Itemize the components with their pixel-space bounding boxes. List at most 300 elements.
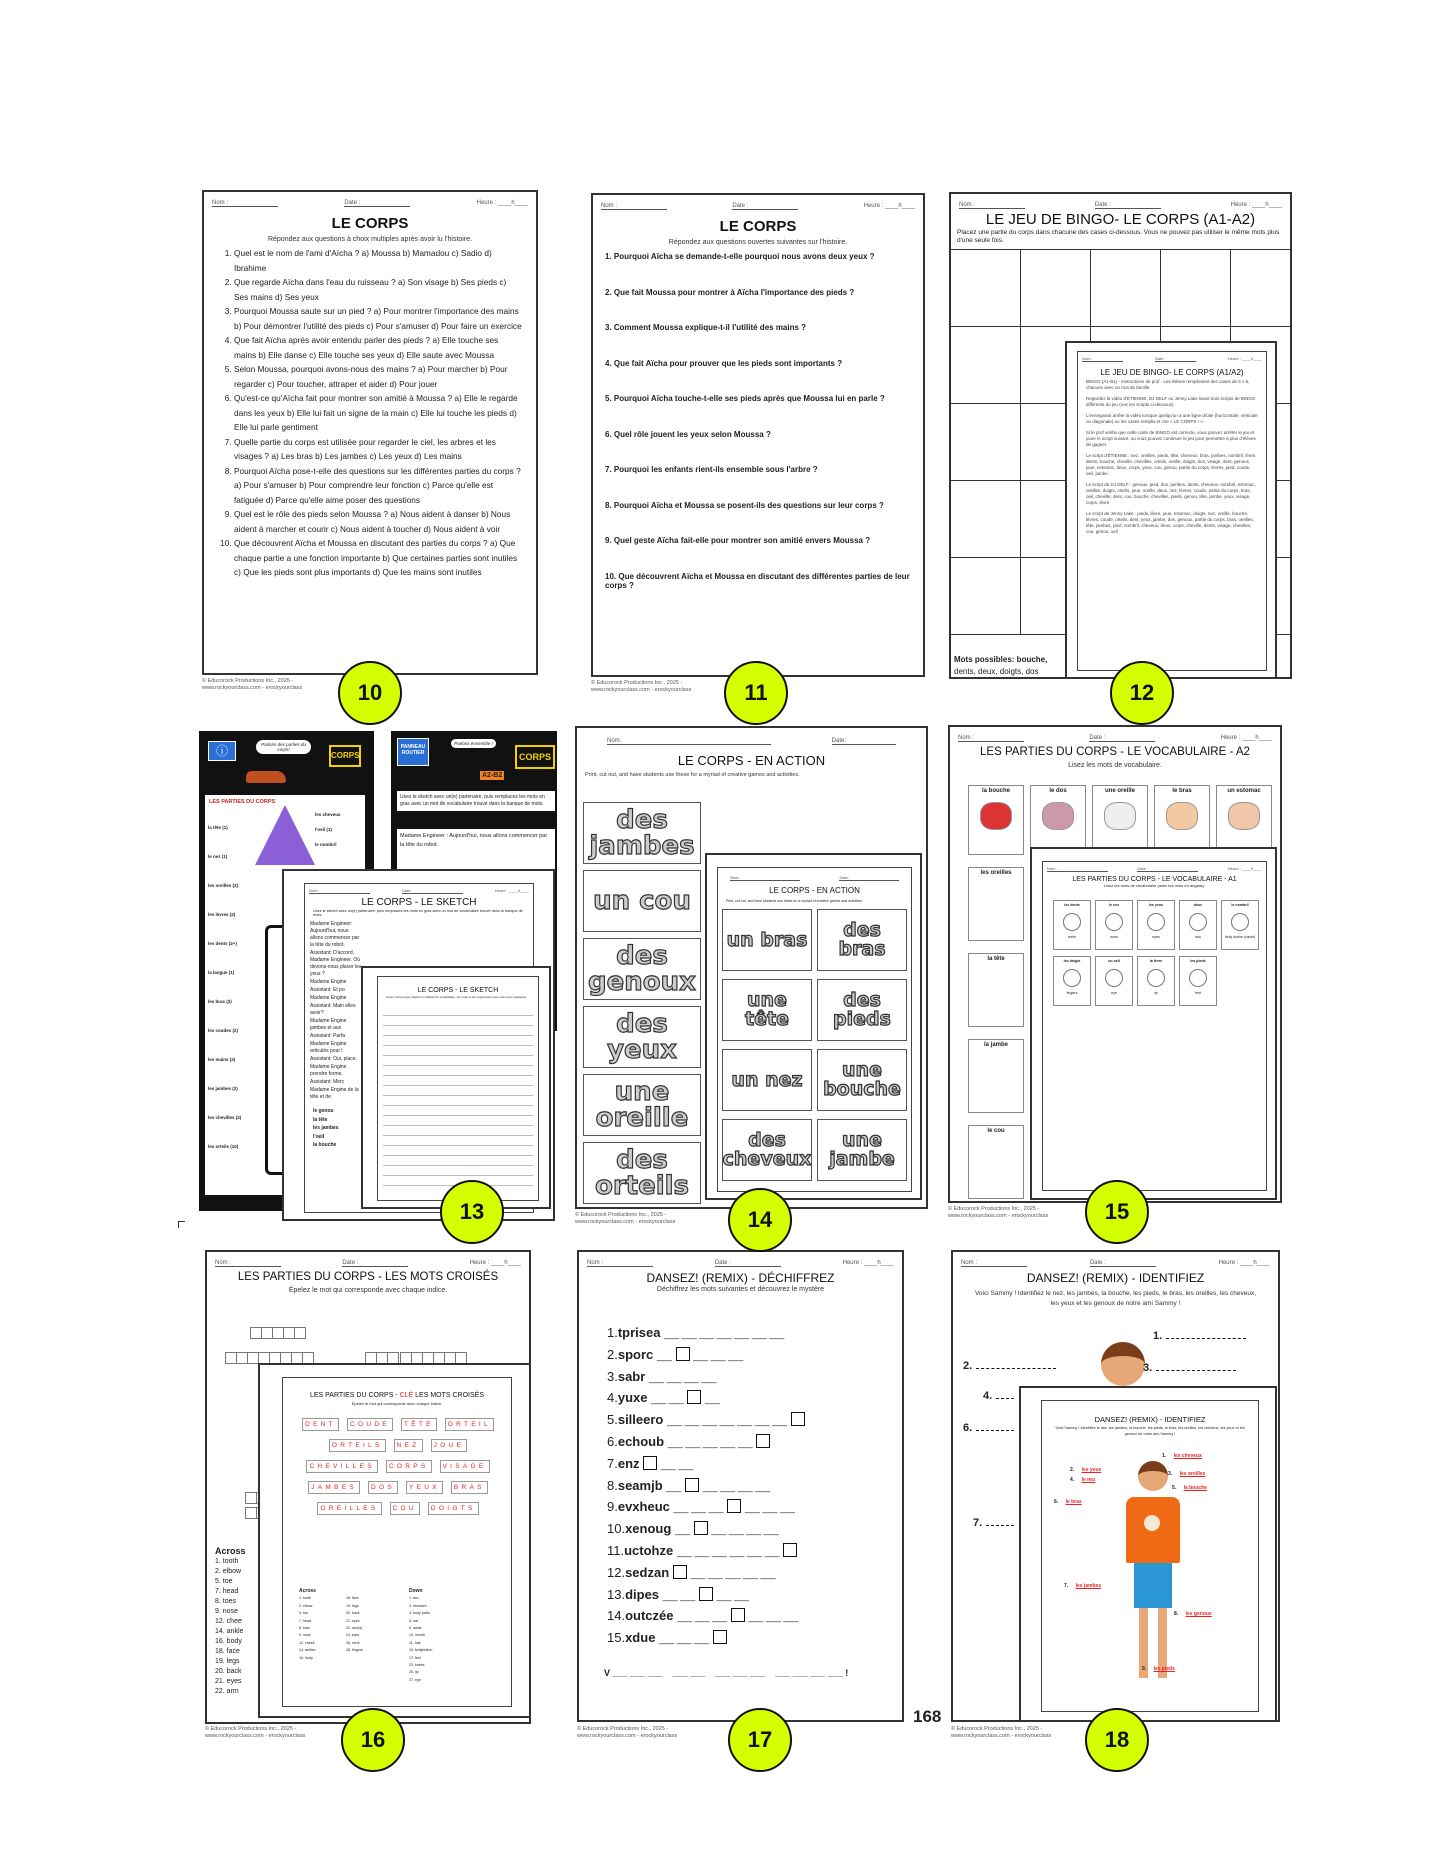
worksheet-17-dechiffrez: [577, 1250, 904, 1722]
answer-line: [983, 1390, 1014, 1402]
question-item: 3. Pourquoi Moussa saute sur un pied ? a) Pour montrer l'importance des mains b) Pour démontrer l'utilité des pieds c) Pour s'amuser d) Pour faire un exercice: [234, 304, 522, 333]
crossword-key-grid: [293, 1418, 503, 1583]
clue: 12. cheek: [299, 1640, 315, 1645]
item-badge-13: 13: [440, 1180, 504, 1244]
question-item: 6. Quel rôle jouent les yeux selon Moussa ?: [605, 429, 771, 439]
clue: 4. body parts: [409, 1611, 430, 1616]
question-list: [593, 246, 923, 613]
nom-label: Nom :: [958, 735, 1024, 742]
vocab-word: le nombril: [1231, 903, 1249, 907]
page-title: LES PARTIES DU CORPS - LE VOCABULAIRE - A2: [980, 746, 1250, 758]
scrambled-word: evxheuc: [617, 1499, 670, 1515]
answer-line: [963, 1360, 1056, 1372]
crop-mark: [178, 1221, 185, 1228]
vocab-word: deux: [1193, 903, 1203, 907]
vocabulaire-a1-overlay: [1030, 847, 1277, 1200]
vocab-card: [1092, 785, 1148, 855]
key-title-cle: CLÉ: [399, 1392, 414, 1399]
name-date-header: [204, 192, 536, 207]
question-item: 1. Quel est le nom de l'ami d'Aïcha ? a) Moussa b) Mamadou c) Sadio d) Ibrahime: [234, 246, 522, 275]
vocab-word: un oeil: [1108, 959, 1120, 963]
vocab-word: la lèvre: [1149, 959, 1163, 963]
scramble-list: [579, 1323, 902, 1650]
nom-label: Nom:: [607, 738, 771, 745]
dialogue-line: Assistant: D'accord, Madame Engineer. Où devons-nous placer les yeux ?: [310, 950, 362, 977]
writing-lines: [383, 1006, 533, 1186]
word-card: une tête: [722, 979, 812, 1041]
heure-label: Heure : ____h____: [842, 1260, 894, 1266]
page-subtitle: Print, cut out, and have students use these for a myriad of creative games and activities.: [585, 772, 800, 778]
across-clues: [299, 1588, 379, 1662]
question-item: 4. Que fait Aïcha pour prouver que les pieds sont importants ?: [605, 358, 843, 368]
item-badge-15: 15: [1085, 1180, 1149, 1244]
inner-title: LES PARTIES DU CORPS - LE VOCABULAIRE - A1: [1072, 876, 1237, 883]
vocab-word: le nez: [1109, 903, 1119, 907]
sammy-figure: [1122, 1461, 1182, 1701]
answer-word: BRAS: [451, 1481, 488, 1494]
answer-line: [1174, 1611, 1218, 1617]
answer-blanks: ___ ___: [716, 1590, 750, 1601]
word-bank-item: l'oeil: [313, 1133, 325, 1140]
body-label: les dents (2+): [208, 941, 237, 946]
page-number: 168: [913, 1707, 942, 1726]
scramble-item: [607, 1323, 902, 1345]
scramble-item: [607, 1606, 902, 1628]
answer-blanks: ___: [704, 1394, 720, 1405]
inner-page: [377, 976, 539, 1201]
body-label: la tête (1): [208, 825, 228, 830]
clue: 7. head: [215, 1588, 239, 1595]
instruction-paragraph: Regardez la vidéo d'ÉTIENNE, DJ DELF ou Jenny Lake lisant trois scripts de BINGO différents du jeu (voir les scripts ci-dessous).: [1086, 396, 1256, 407]
item-number: 12.: [607, 1564, 626, 1580]
corps-sign: CORPS: [329, 745, 361, 767]
vocab-picture: [1147, 913, 1165, 931]
sketch-blank-title: LE CORPS - LE SKETCH: [417, 987, 499, 994]
vocab-card: [1095, 900, 1133, 950]
item-badge-14: 14: [728, 1188, 792, 1252]
page-subtitle: Placez une partie du corps dans chacune des cases ci-dessous. Vous ne pouvez pas utiliser le même mots plus d'une seule fois.: [957, 229, 1280, 244]
name-date-header: [953, 1252, 1278, 1267]
scrambled-word: silleero: [617, 1412, 664, 1428]
vocab-picture: [1063, 913, 1081, 931]
sun-icon: [1144, 1515, 1160, 1531]
across-list: [299, 1595, 379, 1662]
answer-line: [973, 1517, 1014, 1529]
answer-word: ORTEILS: [329, 1439, 386, 1452]
answer-blanks: ___ ___: [651, 1394, 684, 1405]
answer-blanks: ___ ___ ___ ___: [711, 1525, 779, 1536]
scramble-item: [607, 1345, 902, 1367]
bingo-cell: [951, 250, 1021, 327]
name-date-header: [593, 195, 923, 210]
sketch-subtitle: Usez le sketch avec un(e) partenaire, puis remplacez les mots en gras avec un mot de vocabulaire trouvé dans la banque de mots.: [313, 909, 523, 917]
body-label: les orteils (10): [208, 1144, 239, 1149]
inner-page: [1041, 1400, 1259, 1712]
dialogue-line: Madame Engine de la tête et de: [310, 1087, 359, 1100]
vocab-card: [1053, 956, 1091, 1006]
page-subtitle: Lisez les mots de vocabulaire.: [1068, 762, 1162, 769]
clue: 7. head: [299, 1618, 311, 1623]
inner-subtitle: Print, cut out, and have students use these for a myriad of creative games and activities.: [726, 899, 863, 903]
item-number: 15.: [607, 1630, 626, 1646]
question-item: 2. Que regarde Aïcha dans l'eau du ruisseau ? a) Son visage b) Ses pieds c) Ses mains d) Ses yeux: [234, 275, 522, 304]
inner-page: [282, 1377, 512, 1707]
vocab-picture: [980, 802, 1012, 830]
answer-blanks: ___ ___ ___: [677, 1612, 728, 1623]
answer-blanks: ___: [674, 1525, 690, 1536]
sketch-blank-overlay: [361, 966, 551, 1209]
worksheet-10-multiple-choice: [202, 190, 538, 675]
inner-subtitle: Voici Sammy ! Identifiez le nez, les jambes, la bouche, les pieds, le bras, les oreilles, les cheveux, les yeux et les genoux de notre ami Sammy !: [1055, 1426, 1245, 1436]
scramble-item: [607, 1454, 902, 1476]
scrambled-word: seamjb: [617, 1477, 663, 1493]
word-bank: [305, 1105, 365, 1152]
nom-label: Nom :: [212, 200, 278, 207]
heure-label: Heure : ____h____: [1218, 1260, 1270, 1266]
vocab-picture: [1042, 802, 1074, 830]
vocab-card: [1030, 785, 1086, 855]
dialogue-line: Madame Engine: [310, 979, 347, 985]
answer-blank-line: [1166, 1330, 1246, 1339]
answer-word: DOIGTS: [428, 1502, 479, 1515]
across-heading: Across: [299, 1588, 316, 1594]
answer-text: les genoux: [1185, 1611, 1212, 1617]
vocab-picture: [1228, 802, 1260, 830]
page-title: DANSEZ! (REMIX) - DÉCHIFFREZ: [646, 1271, 835, 1285]
body-labels-right: [315, 810, 341, 855]
scrambled-word: yuxe: [617, 1390, 648, 1406]
dialogue-line: Assistant: Et po: [310, 987, 345, 993]
vocab-word: la tête: [987, 956, 1005, 962]
answer-word: COUDE: [347, 1418, 393, 1431]
dialogue-line: Assistant: Parfa: [310, 1033, 346, 1039]
dialogue-line: Madame Engine: [310, 995, 347, 1001]
crossword-cell: [294, 1327, 306, 1339]
item-badge-11: 11: [724, 661, 788, 725]
word-card: une jambe: [817, 1119, 907, 1181]
vocab-word: une oreille: [1104, 788, 1135, 794]
answer-number: 8.: [1174, 1611, 1179, 1617]
scramble-item: [607, 1541, 902, 1563]
answer-word: OREILLES: [317, 1502, 381, 1515]
bingo-cell: [1021, 250, 1091, 327]
body-label: les cheveux: [315, 812, 341, 817]
nom-label: Nom :: [309, 888, 370, 894]
scramble-item: [607, 1497, 902, 1519]
body-labels: [208, 813, 241, 1161]
question-item: 8. Pourquoi Aïcha pose-t-elle des questions sur les différentes parties du corps ? a) Pour s'amuser b) Pour comprendre leur fonction c) Parce qu'elle est fatiguée d) Parce qu'elle aime poser des questions: [234, 464, 522, 508]
answer-text: le nez: [1081, 1477, 1096, 1483]
nom-label: Nom :: [959, 202, 1025, 209]
clue: 10. mouth: [409, 1633, 425, 1638]
sammy-shorts: [1134, 1563, 1172, 1608]
name-date-header: [950, 727, 1280, 742]
answer-blanks: ___ ___ ___: [748, 1612, 799, 1623]
answer-word: JAMBES: [308, 1481, 360, 1494]
question-item: 9. Quel est le rôle des pieds selon Moussa ? a) Nous aident à danser b) Nous aident à marcher et courir c) Nous aident à toucher d) Nous aident à voir: [234, 507, 522, 536]
item-number: 8.: [607, 1477, 618, 1493]
copyright-footer: © Educorock Productions Inc., 2025 - www.rockyourclass.com - erockyourclass: [575, 1212, 676, 1225]
copyright-footer: © Educorock Productions Inc., 2025 - www.rockyourclass.com - erockyourclass: [948, 1206, 1049, 1219]
answer-blank-line: [976, 1360, 1056, 1369]
car-icon: [246, 771, 286, 783]
body-label: l'oeil (1): [315, 827, 332, 832]
item-number: 6.: [607, 1433, 618, 1449]
identifiez-key-overlay: [1019, 1386, 1277, 1722]
answer-word: JOUE: [431, 1439, 468, 1452]
vocab-word: le dos: [1049, 788, 1067, 794]
name-date-header: [718, 868, 911, 881]
instructions: [1078, 377, 1266, 542]
vocab-english: eye: [1111, 991, 1117, 995]
dialogue-line: Assistant: Oui, place.: [310, 1056, 357, 1062]
mystery-letter-box: [643, 1456, 657, 1470]
sketch-dialogue: [305, 918, 367, 1105]
sketch-blank-subtitle: Créez votre propre sketch en utilisant le vocabulaire, les mots et les expressions que vous avez pratiqués.: [386, 995, 527, 999]
question-item: 1. Pourquoi Aïcha se demande-t-elle pourquoi nous avons deux yeux ?: [605, 252, 875, 261]
answer-blanks: ___ ___: [660, 1459, 694, 1470]
answer-line: [963, 1422, 1014, 1434]
question-item: 8. Pourquoi Aïcha et Moussa se posent-ils des questions sur leur corps ?: [605, 500, 884, 510]
vocab-card: [1221, 900, 1259, 950]
key-title-part: LES PARTIES DU CORPS -: [309, 1392, 400, 1399]
date-label: Date :: [732, 203, 798, 210]
answer-text: les cheveux: [1173, 1453, 1202, 1459]
scrambled-word: xenoug: [625, 1521, 672, 1537]
vocab-card: [968, 867, 1024, 941]
scramble-item: [607, 1388, 902, 1410]
clue: 14. ankles: [299, 1648, 316, 1653]
bingo-cell: [951, 327, 1021, 404]
word-card: un nez: [722, 1049, 812, 1111]
clue: 3. stomach: [409, 1603, 427, 1608]
scramble-item: [607, 1410, 902, 1432]
scrambled-word: echoub: [617, 1433, 665, 1449]
item-number: 3.: [607, 1368, 618, 1384]
answer-number: 1.: [1162, 1453, 1167, 1459]
nom-label: Nom:: [730, 875, 800, 881]
inner-page: [717, 867, 912, 1192]
clue: 5. toe: [299, 1611, 308, 1616]
answer-blank-line: [1156, 1362, 1236, 1371]
clue: 21. eyes: [215, 1678, 242, 1685]
nom-label: Nom :: [587, 1260, 653, 1267]
clue: 9. nose: [215, 1608, 238, 1615]
vocab-card: [1053, 900, 1091, 950]
vocab-word: les doigts: [1063, 959, 1081, 963]
answer-blanks: ___ ___ ___ ___ ___ ___ ___: [667, 1416, 788, 1427]
answer-line: [1153, 1330, 1246, 1342]
clue: 18. face: [346, 1596, 359, 1601]
instruction-paragraph: L'enseignant arrête la vidéo lorsque quelqu'un a une ligne droite (horizontale, verticale ou diagonale) ou les cases remplis et crie « LE CORPS ! ».: [1086, 413, 1258, 424]
answer-line: [1054, 1499, 1088, 1505]
item-badge-10: 10: [338, 661, 402, 725]
answer-blank-line: [976, 1422, 1014, 1431]
page-title: LE CORPS - EN ACTION: [677, 753, 826, 768]
vocab-card: [1137, 900, 1175, 950]
vocab-picture: [1147, 969, 1165, 987]
bingo-instructions-overlay: [1065, 341, 1277, 679]
sammy-shirt: [1126, 1497, 1180, 1563]
vocab-word: les dents: [1064, 903, 1080, 907]
answer-line: [1168, 1471, 1211, 1477]
body-label: les jambes (2): [208, 1086, 238, 1091]
mystery-letter-box: [713, 1630, 727, 1644]
vocab-english: belly button (navel): [1224, 935, 1256, 939]
answer-number: 6.: [1054, 1499, 1059, 1505]
answer-blanks: ___ ___ ___: [673, 1503, 724, 1514]
body-label: le nombril: [315, 842, 337, 847]
word-card: un bras: [722, 909, 812, 971]
name-date-header: [951, 194, 1290, 209]
clue: 19. legs: [346, 1603, 359, 1608]
answer-number: 1.: [1153, 1330, 1163, 1342]
clue: 24. ears: [346, 1633, 359, 1638]
possible-words: [954, 654, 1047, 678]
date-label: Date :: [715, 1260, 781, 1267]
instruction-paragraph: BINGO (A1-B1) - Instructions de prof - Les élèves remplissent des cases de 5 x 5, chacune avec un mot de famille.: [1086, 379, 1250, 390]
item-number: 2.: [607, 1346, 618, 1362]
question-item: 10. Que découvrent Aïcha et Moussa en discutant des différentes parties de leur corps ?: [605, 571, 910, 590]
answer-word: NEZ: [394, 1439, 423, 1452]
instruction-paragraph: Le script de DJ DELF : genoux, pied, dos, jambes, dents, cheveux, nombril, estomac, oreilles, doigts, orteils, joue, oreille, deux, nez, lèvres, coude, partie du corps, bras, oeil, cheville, dent, cou, bouche, chevilles, pieds, genou, tête, jambe, yeux, visage, corps, lèvre: [1086, 482, 1256, 505]
crossword-key-overlay: [258, 1363, 531, 1718]
name-date-header: [1078, 352, 1266, 362]
date-label: Date :: [402, 888, 463, 894]
inner-page: [1042, 861, 1267, 1191]
body-label: les coudes (2): [208, 1028, 239, 1033]
question-item: 9. Quel geste Aïcha fait-elle pour montrer son amitié envers Moussa ?: [605, 536, 871, 545]
down-list: [409, 1595, 432, 1684]
heure-label: Heure : ____h____: [469, 1260, 521, 1266]
vocab-word: les pieds: [1190, 959, 1206, 963]
clue: 11. hair: [409, 1640, 421, 1645]
diagram-heading: LES PARTIES DU CORPS: [209, 799, 276, 805]
speech-bubble: Parlons ensemble !: [451, 739, 496, 748]
item-badge-12: 12: [1110, 661, 1174, 725]
answer-number: 5.: [1172, 1485, 1177, 1491]
bingo-cell: [1231, 250, 1292, 327]
scrambled-word: sedzan: [625, 1564, 670, 1580]
answer-word: COU: [390, 1502, 420, 1515]
word-card: des genoux: [583, 938, 701, 1000]
question-item: 3. Comment Moussa explique-t-il l'utilité des mains ?: [605, 323, 807, 332]
dialogue-line: Madame Engine jambes et aux: [310, 1018, 347, 1031]
mystery-letter-box: [727, 1499, 741, 1513]
bingo-cell: [951, 558, 1021, 635]
heure-label: Heure : ____h____: [1230, 202, 1282, 208]
down-clues: [409, 1588, 432, 1684]
heure-label: Heure : ____h____: [1227, 866, 1262, 871]
inner-page: [1077, 351, 1267, 671]
vocab-word: la bouche: [981, 788, 1010, 794]
bingo-cell: [951, 404, 1021, 481]
answer-text: les jambes: [1075, 1583, 1102, 1589]
body-label: les chevilles (2): [208, 1115, 242, 1120]
answer-text: les pieds: [1153, 1666, 1175, 1672]
word-card: des pieds: [817, 979, 907, 1041]
dialogue-line: Assistant: Merc: [310, 1079, 345, 1085]
vocab-english: eyes: [1152, 935, 1160, 939]
item-number: 13.: [607, 1586, 626, 1602]
item-number: 7.: [607, 1455, 618, 1471]
word-card: des yeux: [583, 1006, 701, 1068]
vocab-english: two: [1195, 935, 1201, 939]
key-subtitle: Épelez le mot qui corresponde avec chaque indice.: [351, 1401, 443, 1406]
vocab-word: le bras: [1172, 788, 1192, 794]
body-label: les lèvres (2): [208, 912, 236, 917]
body-label: les oreilles (2): [208, 883, 239, 888]
back-cards: [583, 802, 701, 1204]
body-label: le nez (1): [208, 854, 228, 859]
answer-text: la bouche: [1183, 1485, 1207, 1491]
answer-word: DENT: [302, 1418, 339, 1431]
word-card: un cou: [583, 870, 701, 932]
clue: 12. chee: [215, 1618, 242, 1625]
clue: 16. body: [299, 1655, 313, 1660]
answer-text: les oreilles: [1179, 1471, 1206, 1477]
answer-line: [1064, 1583, 1107, 1589]
answer-line: [1070, 1477, 1101, 1483]
copyright-footer: © Educorock Productions Inc., 2025 - www.rockyourclass.com - erockyourclass: [202, 678, 303, 691]
vocab-english: nose: [1110, 935, 1118, 939]
scrambled-word: xdue: [625, 1630, 656, 1646]
robot-hair: [255, 805, 315, 865]
question-item: 5. Selon Moussa, pourquoi avons-nous des mains ? a) Pour marcher b) Pour regarder c) Pour toucher, attraper et aider d) Pour jouer: [234, 362, 522, 391]
answer-line: [1142, 1666, 1181, 1672]
word-card: des jambes: [583, 802, 701, 864]
question-item: 7. Quelle partie du corps est utilisée pour regarder le ciel, les arbres et les visages ? a) Les bras b) Les jambes c) Les yeux d) Les mains: [234, 435, 522, 464]
scrambled-word: tprisea: [617, 1325, 661, 1340]
info-sign-icon: ⓘ: [208, 741, 236, 761]
answer-line: [1070, 1467, 1107, 1473]
mystery-letter-box: [685, 1478, 699, 1492]
scrambled-word: sporc: [617, 1346, 654, 1362]
mystery-letter-box: [673, 1565, 687, 1579]
vocab-card: [968, 953, 1024, 1027]
answer-word: TÊTE: [401, 1418, 437, 1431]
clue: 1. tooth: [215, 1558, 239, 1565]
heure-label: Heure : ____h____: [476, 200, 528, 206]
question-list: [204, 243, 536, 580]
answer-number: 4.: [1070, 1477, 1075, 1483]
heure-label: Heure : ____h____: [1220, 735, 1272, 741]
page-title: LES PARTIES DU CORPS - LES MOTS CROISÉS: [237, 1271, 499, 1283]
vocab-english: feet: [1195, 991, 1201, 995]
vocab-word: les yeux: [1148, 903, 1164, 907]
answer-blanks: ___ ___ ___ ___: [702, 1481, 771, 1492]
answer-text: le bras: [1065, 1499, 1082, 1505]
answer-blank-line: [996, 1390, 1014, 1399]
across-list: [215, 1557, 246, 1697]
answer-blanks: ___ ___ ___ ___ ___ ___: [676, 1546, 780, 1557]
vocab-card: [968, 1039, 1024, 1113]
item-number: 4.: [607, 1390, 618, 1406]
copyright-footer: © Educorock Productions Inc., 2025 - www.rockyourclass.com - erockyourclass: [577, 1726, 678, 1739]
answer-number: 9.: [1142, 1666, 1147, 1672]
answer-blanks: ___ ___ ___ ___: [648, 1372, 717, 1383]
vocab-word: le cou: [987, 1128, 1005, 1134]
dialogue-line: Madame Engine prendre forme.: [310, 1064, 347, 1077]
instruction-paragraph: Le script d'ÉTIENNE : nez, oreilles, pieds, tête, cheveux, bras, jambes, nombril, lèvre, dents, bouche, cheville, chevilles, orteils, oreille, doigts, dos, visage, dent, genoux, joue, estomac, deux, corps, yeux, cou, genou, partie du corps, lèvres, pied, coude, oeil, jambe: [1086, 453, 1257, 476]
answer-blank-line: [986, 1517, 1014, 1526]
item-number: 14.: [607, 1608, 626, 1624]
down-heading: Down: [409, 1588, 423, 1594]
clue: 8. toes: [299, 1626, 310, 1631]
clue: 21. eyes: [346, 1618, 360, 1623]
answer-blanks: ___ ___ ___: [693, 1350, 744, 1361]
scramble-item: [607, 1519, 902, 1541]
